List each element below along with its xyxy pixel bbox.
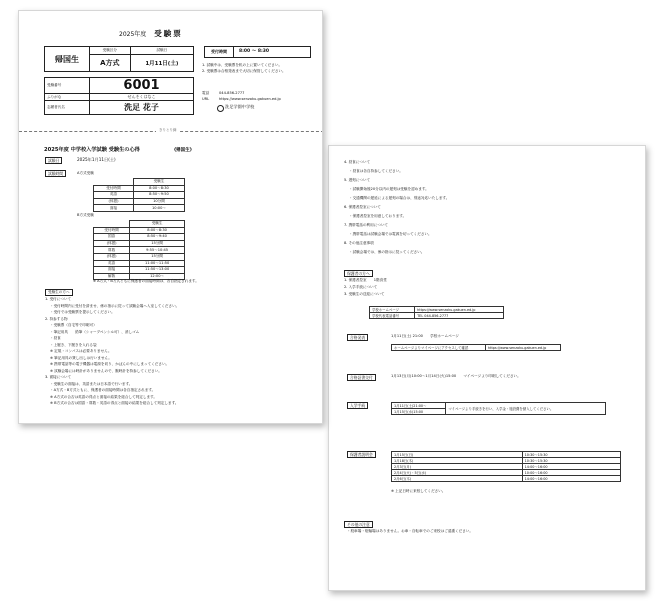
contact-value: https://www.senzoku-gakuen.ed.jp xyxy=(415,307,504,313)
back-item-line: ・携帯電話は試験会場では電源を切ってください。 xyxy=(349,232,432,236)
guidelines-tag: 《帰国生》 xyxy=(171,148,195,153)
note-line: 1. 受付について xyxy=(45,297,72,301)
schedule-row xyxy=(94,253,185,260)
url-value: https://www.senzoku-gakuen.ed.jp xyxy=(219,97,281,101)
briefing-date: 1月15日(日) xyxy=(392,452,523,458)
schedule-head: 受験生 xyxy=(133,179,184,186)
schedule-row xyxy=(94,185,185,192)
schedule-row xyxy=(94,205,185,212)
url-label: URL xyxy=(202,97,210,101)
back-item-line: ・試験開始後20分以内の遅刻は受験を認めます。 xyxy=(349,187,429,191)
briefing-label: 保護者説明会 xyxy=(347,451,376,458)
enroll-date: 1月15日(水)15:00 xyxy=(392,409,446,415)
note-line: ・受験票（自宅等で印刷可） xyxy=(50,323,97,327)
schedule-note: ※ A方式・B方式ともに保護者の面接時間は、各自指定されます。 xyxy=(93,279,199,283)
briefing-time: 14:00～16:00 xyxy=(522,464,620,470)
guidelines-title xyxy=(44,146,194,153)
schedule-row xyxy=(94,234,185,241)
schedule-subject: 面接 xyxy=(94,267,130,274)
final-label: その他の注意 xyxy=(344,521,373,528)
enroll-desc: マイページより手続きを行い、入学金・施設費を納入してください。 xyxy=(446,403,606,415)
contact-key: 学校代表電話番号 xyxy=(370,313,415,319)
schedule-subject: 受付時間 xyxy=(94,185,134,192)
reception-label: 受付時間 xyxy=(205,47,234,57)
schedule-row xyxy=(94,198,185,205)
back-item-line: ・交通機関の遅延による遅刻の場合は、別途対応いたします。 xyxy=(349,196,450,200)
note-line: ※ 携帯電話等の電子機器は電源を切り、かばんの中にしまってください。 xyxy=(50,362,170,366)
year-label: 2025年度 xyxy=(119,31,147,38)
briefing-date: 2月6日(木) xyxy=(392,476,523,482)
exam-date-label: 試験日 xyxy=(130,47,193,55)
note-line: ※ A方式の合否は英語の得点と面接の結果を総合して判定します。 xyxy=(50,394,157,399)
name-label: 志願者氏名 xyxy=(45,101,90,115)
back-item-line: 4. 昼食について xyxy=(344,160,371,164)
contact-value: TEL 044-856-2777 xyxy=(415,313,504,319)
schedule-row xyxy=(94,247,185,254)
schedule-subject: 受付時間 xyxy=(94,227,130,234)
back-item-line: 7. 携帯電話の利用について xyxy=(344,223,389,227)
a-method-label: A方式受験 xyxy=(77,171,94,175)
schedule-row xyxy=(94,260,185,267)
category-label: 帰国生 xyxy=(45,47,90,72)
schedule-time: 8:50～9:40 xyxy=(130,234,185,241)
exam-type: A方式 xyxy=(90,55,131,72)
note-line: 2. 持参する物 xyxy=(45,316,68,321)
back-item-line: ・保護者控室を用意しております。 xyxy=(349,214,407,218)
parents-item-line: 1. 保護者控室 1階食堂 xyxy=(344,278,387,282)
exam-type-label: 受験区分 xyxy=(90,47,131,55)
web-label: ホームページよりマイページにアクセスして確認 xyxy=(392,345,486,351)
note-line: ・受付では受験票を提示してください。 xyxy=(50,310,115,314)
school-logo-icon xyxy=(217,105,224,112)
note-line: ※ 定規・コンパスは必要ありません。 xyxy=(50,349,112,353)
schedule-subject: (休憩) xyxy=(94,240,130,247)
note-line: ※ B方式の合否は国語・算数・英語の得点と面接の結果を総合して判定します。 xyxy=(50,401,179,405)
briefing-note: ※ 上記日時に来校してください。 xyxy=(391,489,446,493)
cut-line-label: きりとり線 xyxy=(156,128,180,133)
back-item-line: ・昼食は各自持参してください。 xyxy=(349,169,403,173)
reception-time-box xyxy=(204,46,311,58)
note-line: ・上履き、下履きを入れる袋 xyxy=(50,342,97,347)
briefing-date: 2月4日(火)・5日(水) xyxy=(392,470,523,476)
note-line: ・受験生の面接は、英語または日本語で行います。 xyxy=(50,381,133,386)
schedule-row xyxy=(94,227,185,234)
admission-card xyxy=(44,46,194,115)
briefing-date: 2月3日(月) xyxy=(392,464,523,470)
final-text: ・駐車場・駐輪場はありません。お車・自転車でのご来校はご遠慮ください。 xyxy=(347,529,473,533)
exam-date-box: 試験日 xyxy=(45,157,62,164)
parents-section-label: 保護者の方へ xyxy=(344,270,373,277)
back-item-line: 6. 保護者控室について xyxy=(344,205,381,209)
note-line: 3. 面接について xyxy=(45,375,72,379)
deadline-text: 1月13日(月)10:00～1月14日(火)15:00 マイページより印刷してください。 xyxy=(391,374,521,378)
enroll-date: 1月11日(土)21:00～ xyxy=(392,403,446,409)
card-note-1: 1. 試験中は、受験票を机の上に置いてください。 xyxy=(202,63,283,67)
schedule-time: 8:00～8:30 xyxy=(133,185,184,192)
back-item-line: 8. その他注意事項 xyxy=(344,241,374,245)
parents-item-line: 2. 入学手続について xyxy=(344,285,378,289)
briefing-table xyxy=(391,451,621,482)
briefing-row xyxy=(392,476,621,482)
deadline-label: 合格証書交付 xyxy=(347,374,376,381)
b-schedule-table xyxy=(93,220,185,280)
tel-value: 044-856-2777 xyxy=(219,91,245,95)
schedule-time: 8:50～9:50 xyxy=(133,192,184,199)
schedule-time: 12:00～ xyxy=(130,273,185,280)
schedule-subject: (休憩) xyxy=(94,198,134,205)
result-label: 合格発表 xyxy=(347,334,368,341)
b-method-label: B方式受験 xyxy=(77,213,94,217)
back-item-line: ・試験会場では、係の指示に従ってください。 xyxy=(349,250,425,254)
exam-date: 1月11日(土) xyxy=(130,55,193,72)
notes-box: 受験生の方へ xyxy=(45,289,73,296)
a-schedule-table xyxy=(93,178,185,212)
schedule-subject: 英語 xyxy=(94,192,134,199)
schedule-head: 受験生 xyxy=(130,221,185,228)
guidelines-title-text: 2025年度 中学校入学試験 受験生の心得 xyxy=(44,147,140,153)
briefing-time: 14:00～16:00 xyxy=(522,476,620,482)
schedule-row xyxy=(94,267,185,274)
briefing-time: 10:00～16:00 xyxy=(522,470,620,476)
schedule-row xyxy=(94,192,185,199)
web-url: https://www.senzoku-gakuen.ed.jp xyxy=(485,345,560,351)
number-label: 受験番号 xyxy=(45,78,90,94)
enroll-table xyxy=(391,402,606,415)
schedule-time: 8:00～8:30 xyxy=(130,227,185,234)
page-1 xyxy=(18,10,323,424)
card-note-2: 2. 受験票は合格発表まで大切に保管してください。 xyxy=(202,69,286,73)
reception-value: 8:00 ～ 8:30 xyxy=(239,49,270,54)
page-2 xyxy=(328,145,646,591)
web-table xyxy=(391,344,561,351)
contact-key: 学校ホームページ xyxy=(370,307,415,313)
enroll-label: 入学手続 xyxy=(347,402,368,409)
briefing-time: 10:30～15:30 xyxy=(522,458,620,464)
note-line: ・A方式・B方式ともに、保護者の面接時間は各自指定されます。 xyxy=(50,388,156,392)
schedule-subject: (休憩) xyxy=(94,253,130,260)
briefing-date: 1月18日(木) xyxy=(392,458,523,464)
schedule-subject: 国語 xyxy=(94,234,130,241)
schedule-corner xyxy=(94,179,134,186)
schedule-time: 11:50～13:00 xyxy=(130,267,185,274)
school-name: 洗足学園中学校 xyxy=(225,104,255,109)
furigana: せんそくはなこ xyxy=(90,94,194,101)
schedule-time: 9:55～10:45 xyxy=(130,247,185,254)
contact-table xyxy=(369,306,504,319)
schedule-time: 15分間 xyxy=(130,240,185,247)
note-line: ※ 筆記用具の貸し出しは行いません。 xyxy=(50,355,112,360)
schedule-row xyxy=(94,240,185,247)
page-title xyxy=(119,28,183,39)
furigana-label: ふりがな xyxy=(45,94,90,101)
parents-item-line: 3. 受験生の送迎について xyxy=(344,292,385,296)
applicant-name: 洗足 花子 xyxy=(90,101,194,115)
schedule-time: 15分間 xyxy=(130,253,185,260)
note-line: ・筆記用具 鉛筆（シャープペンシル可）、消しゴム xyxy=(50,329,140,334)
note-line: ※ 試験会場には時計がありませんので、腕時計を持参してください。 xyxy=(50,368,162,373)
schedule-time: 10分間 xyxy=(133,198,184,205)
briefing-time: 10:30～15:30 xyxy=(522,452,620,458)
schedule-subject: 算数 xyxy=(94,247,130,254)
note-line: ・受付時間内に受付を済ませ、係の指示に従って試験会場へ入室してください。 xyxy=(50,303,180,308)
schedule-box: 試験時間 xyxy=(45,170,66,177)
schedule-time: 10:00～ xyxy=(133,205,184,212)
exam-number: 6001 xyxy=(90,78,194,94)
schedule-time: 11:00～11:50 xyxy=(130,260,185,267)
schedule-subject: 面接 xyxy=(94,205,134,212)
title-text: 受験票 xyxy=(154,29,183,38)
note-line: ・昼食 xyxy=(50,336,61,340)
result-text: 1月11日(土) 21:00 学校ホームページ xyxy=(391,334,459,338)
schedule-corner xyxy=(94,221,130,228)
schedule-subject: 英語 xyxy=(94,260,130,267)
exam-date-text: 2025年1月11日(土) xyxy=(77,157,116,162)
schedule-subject: 解散 xyxy=(94,273,130,280)
back-item-line: 5. 遅刻について xyxy=(344,178,371,182)
tel-label: 電話 xyxy=(202,91,210,95)
